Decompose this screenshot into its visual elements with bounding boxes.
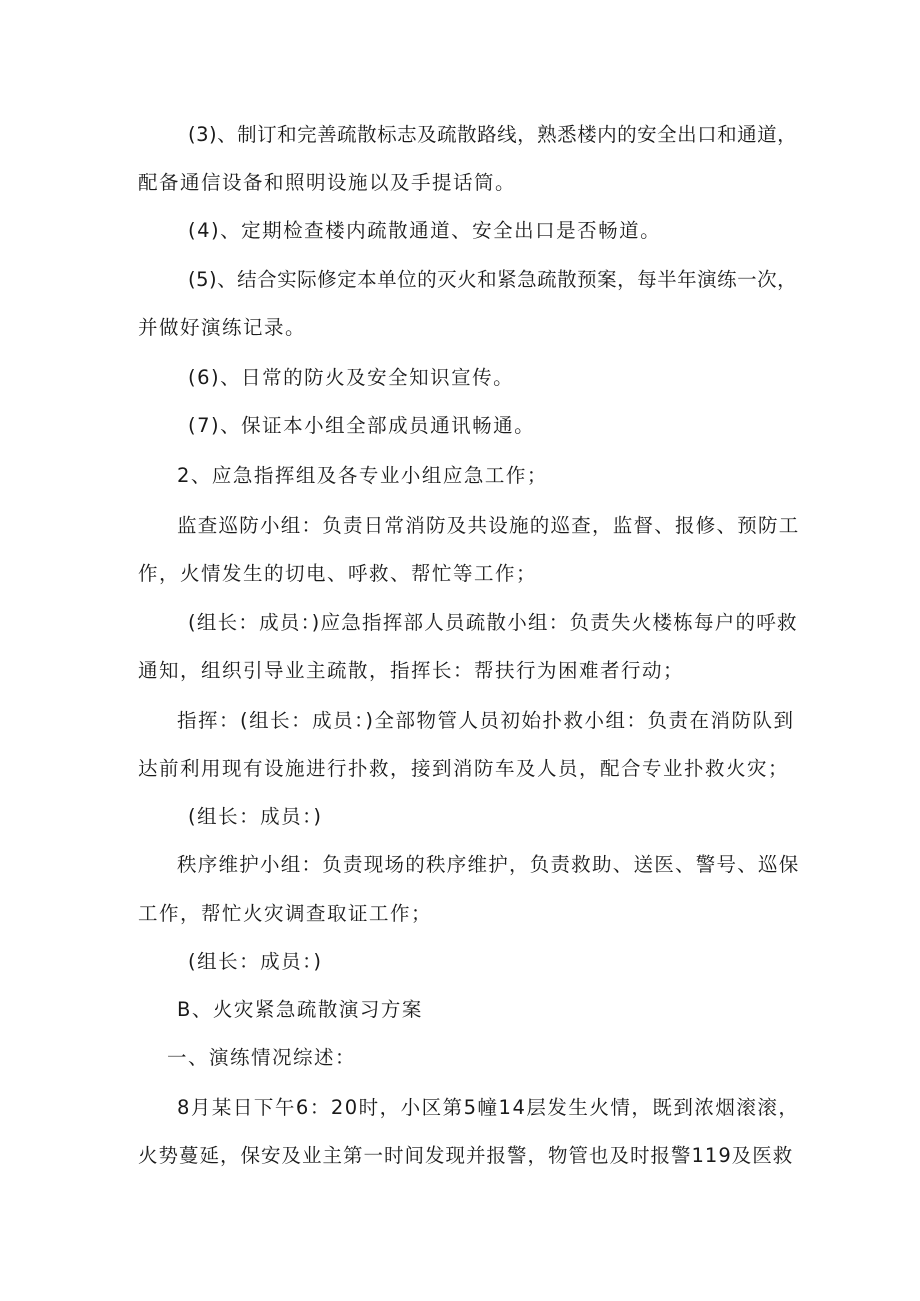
text-line: 8月某日下午6：20时，小区第5幢14层发生火情，既到浓烟滚滚， <box>177 1096 800 1119</box>
section-heading: B、火灾紧急疏散演习方案 <box>177 998 423 1021</box>
text-line: 达前利用现有设施进行扑救，接到消防车及人员，配合专业扑救火灾； <box>138 757 790 780</box>
section-heading: 2、应急指挥组及各专业小组应急工作； <box>177 464 548 487</box>
text-line: (5)、结合实际修定本单位的灭火和紧急疏散预案，每半年演练一次， <box>188 268 798 291</box>
text-line: 配备通信设备和照明设施以及手提话筒。 <box>138 171 517 194</box>
text-line: (组长：成员：) <box>188 805 323 828</box>
text-line: (组长：成员：) <box>188 950 323 973</box>
text-line: 监查巡防小组：负责日常消防及共设施的巡查，监督、报修、预防工 <box>177 514 800 537</box>
text-line: (3)、制订和完善疏散标志及疏散路线，熟悉楼内的安全出口和通道， <box>188 123 798 146</box>
text-line: 并做好演练记录。 <box>138 316 307 339</box>
text-line: 指挥：(组长：成员：)全部物管人员初始扑救小组：负责在消防队到 <box>177 709 795 732</box>
text-line: 通知，组织引导业主疏散，指挥长：帮扶行为困难者行动； <box>138 659 685 682</box>
text-line: (7)、保证本小组全部成员通讯畅通。 <box>188 414 536 437</box>
text-line: (4)、定期检查楼内疏散通道、安全出口是否畅道。 <box>188 219 662 242</box>
text-line: 工作，帮忙火灾调查取证工作； <box>138 902 433 925</box>
section-heading: 一、演练情况综述： <box>167 1046 357 1069</box>
text-line: 秩序维护小组：负责现场的秩序维护，负责救助、送医、警号、巡保 <box>177 853 800 876</box>
text-line: 作，火情发生的切电、呼救、帮忙等工作； <box>138 562 538 585</box>
text-line: 火势蔓延，保安及业主第一时间发现并报警，物管也及时报警119及医救 <box>138 1144 794 1167</box>
text-line: (组长：成员：)应急指挥部人员疏散小组：负责失火楼栋每户的呼救 <box>188 611 798 634</box>
text-line: (6)、日常的防火及安全知识宣传。 <box>188 366 515 389</box>
